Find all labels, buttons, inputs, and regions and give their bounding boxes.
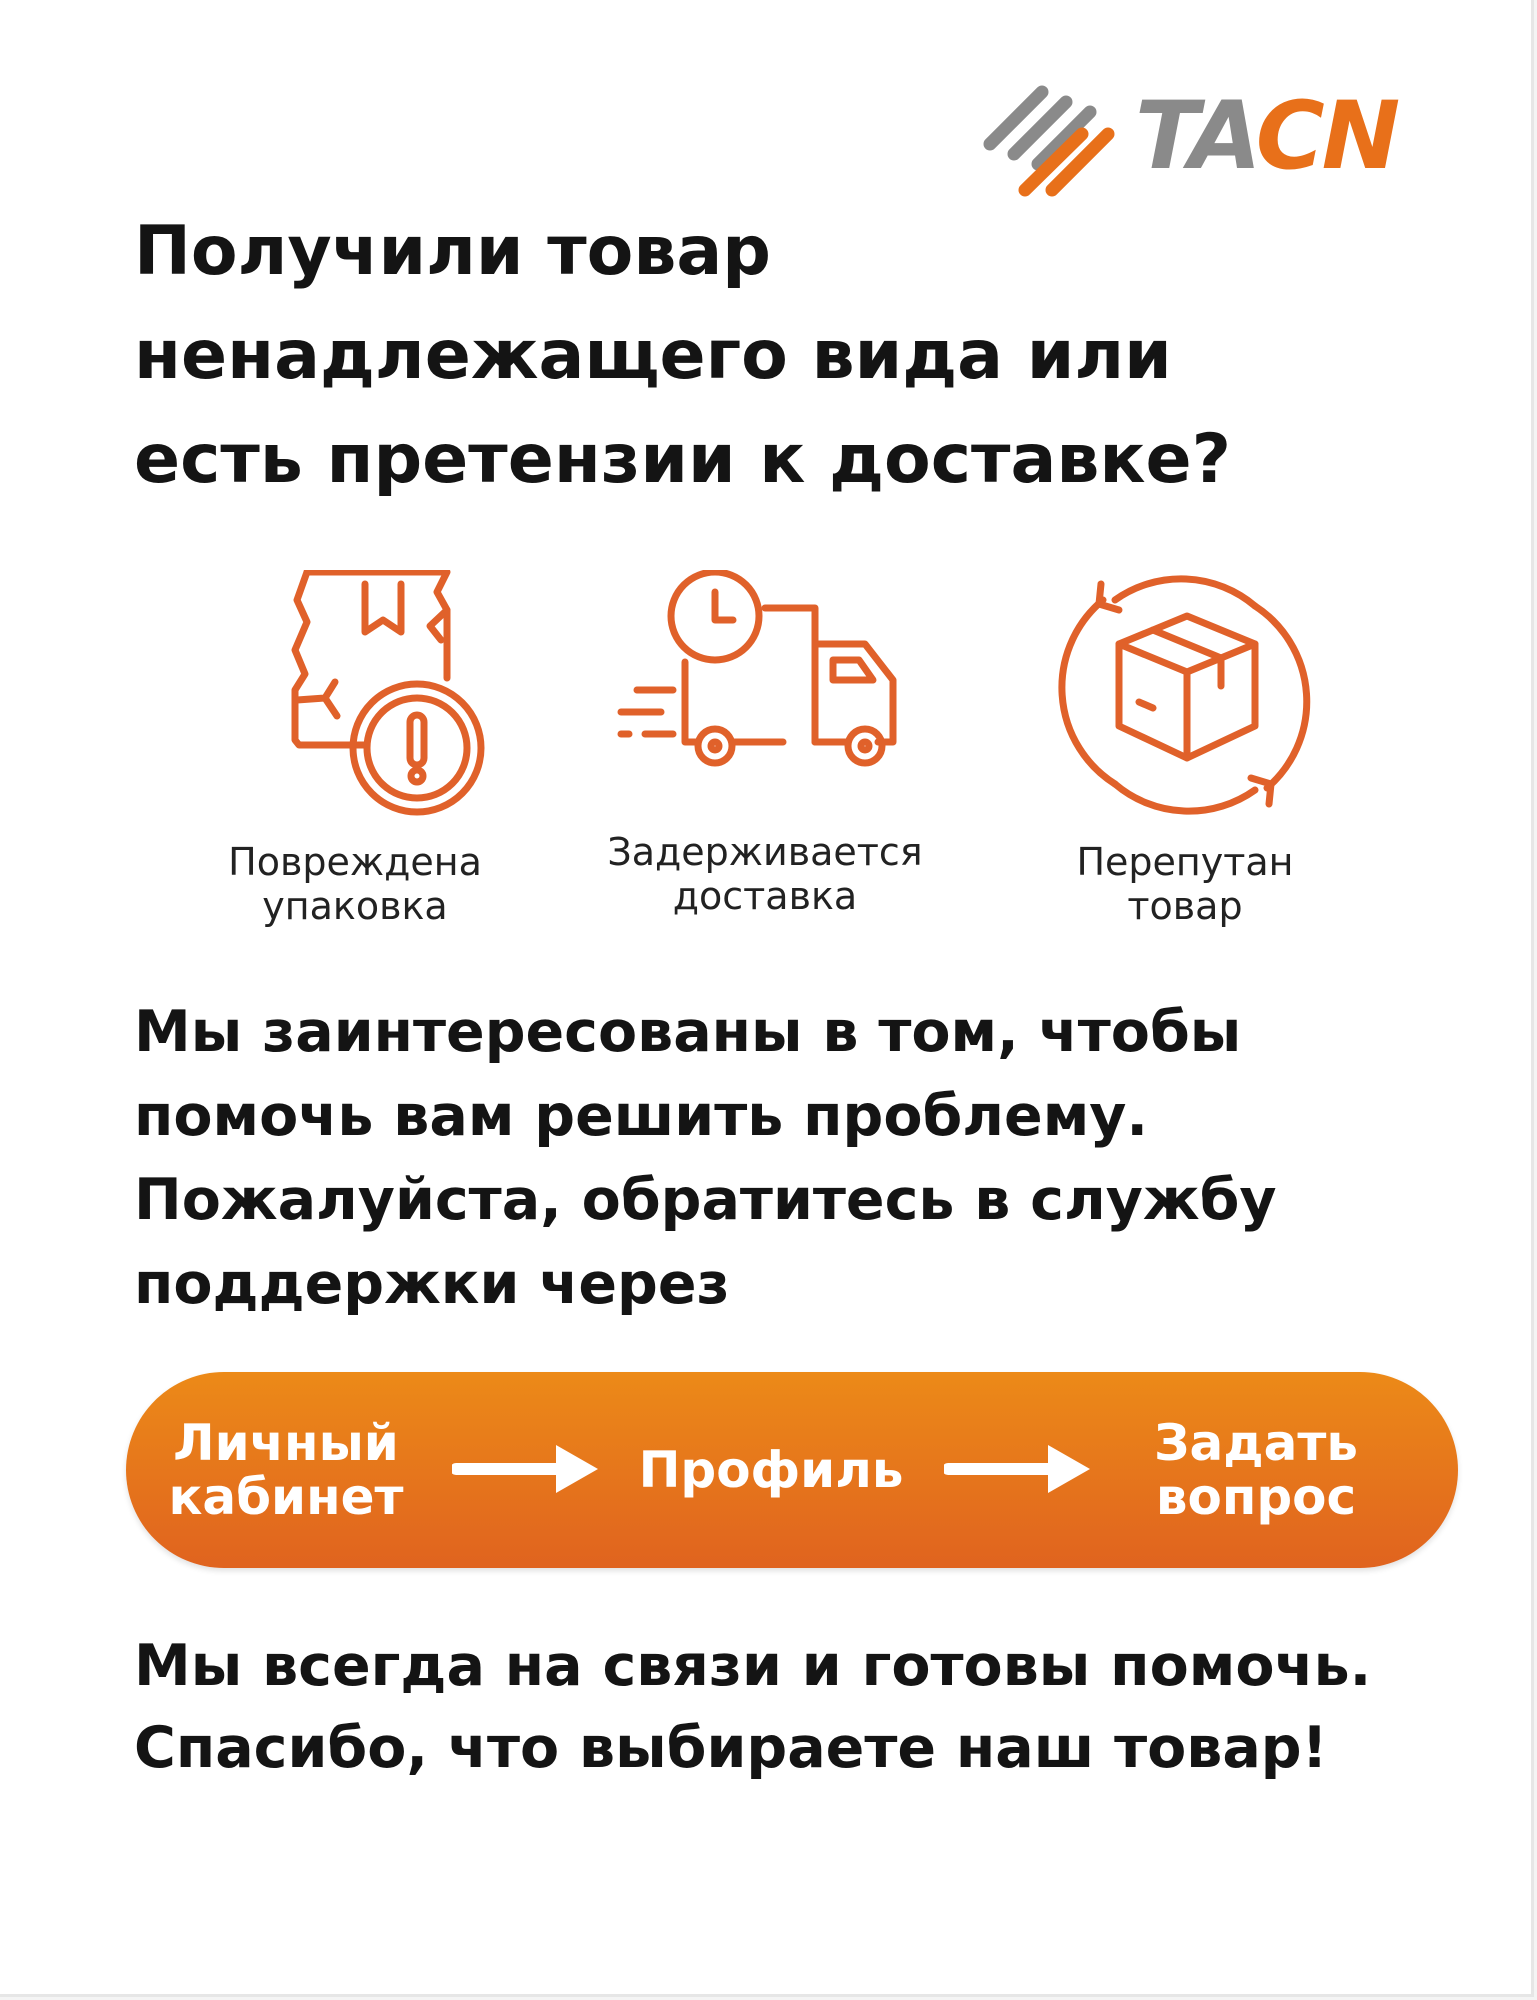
delivery-truck-clock-icon	[615, 570, 915, 810]
message-line: поддержки через	[134, 1251, 730, 1317]
logo-mark-icon	[980, 72, 1125, 202]
support-path-banner	[126, 1372, 1458, 1568]
support-message	[134, 990, 1384, 1326]
issue-damaged-package	[150, 570, 560, 928]
step-profile: Профиль	[638, 1441, 904, 1499]
message-line: помочь вам решить проблему.	[134, 1083, 1149, 1149]
headline-line: есть претензии к доставке?	[134, 420, 1232, 499]
issue-list	[150, 570, 1380, 950]
step-ask-question: Задать вопрос	[1154, 1414, 1358, 1526]
brand-logo	[980, 72, 1397, 202]
message-line: Мы заинтересованы в том, чтобы	[134, 999, 1242, 1065]
arrow-right-icon	[944, 1439, 1094, 1499]
issue-label: Перепутан товар	[1076, 840, 1294, 928]
headline	[134, 200, 1334, 512]
message-line: Пожалуйста, обратитесь в службу	[134, 1167, 1277, 1233]
headline-line: Получили товар	[134, 212, 771, 291]
step-personal-account: Личный кабинет	[168, 1414, 404, 1526]
headline-line: ненадлежащего вида или	[134, 316, 1172, 395]
closing-line: Мы всегда на связи и готовы помочь.	[134, 1633, 1372, 1699]
closing-line: Спасибо, что выбираете наш товар!	[134, 1715, 1328, 1781]
issue-delivery-delay	[560, 570, 970, 918]
logo-wordmark: TACN	[1135, 82, 1398, 191]
arrow-right-icon	[452, 1439, 602, 1499]
closing-message	[134, 1625, 1434, 1789]
issue-wrong-item	[980, 570, 1390, 928]
damaged-package-icon	[225, 570, 485, 820]
issue-label: Повреждена упаковка	[228, 840, 482, 928]
issue-label: Задерживается доставка	[607, 830, 923, 918]
box-exchange-icon	[1055, 570, 1315, 820]
